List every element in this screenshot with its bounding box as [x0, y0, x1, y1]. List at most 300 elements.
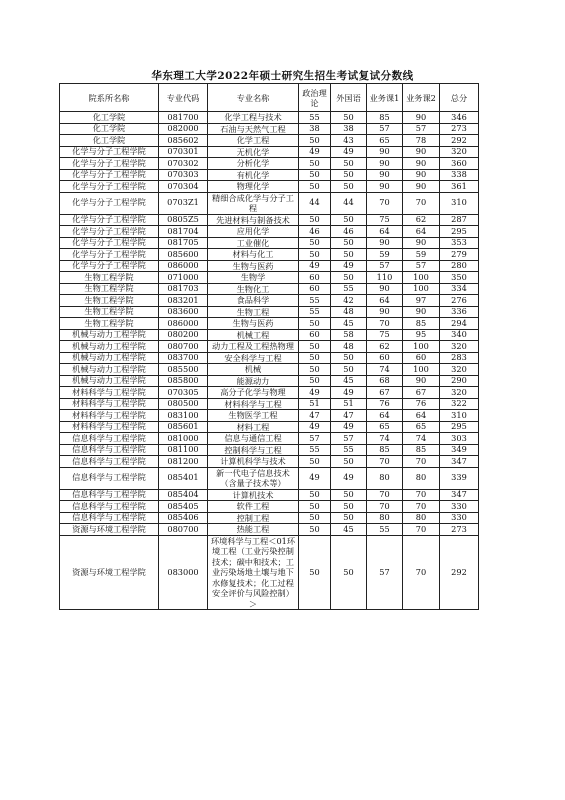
cell-course1: 68 — [367, 375, 403, 387]
cell-major: 分析化学 — [208, 158, 299, 170]
cell-school: 信息科学与工程学院 — [60, 467, 159, 489]
cell-total: 347 — [440, 489, 479, 501]
cell-school: 机械与动力工程学院 — [60, 364, 159, 376]
cell-course2: 64 — [403, 410, 440, 422]
cell-total: 336 — [440, 306, 479, 318]
table-row — [60, 192, 479, 214]
table-row — [60, 352, 479, 364]
cell-school: 资源与环境工程学院 — [60, 535, 159, 610]
cell-major: 材料与化工 — [208, 249, 299, 261]
table-row — [60, 169, 479, 181]
cell-foreign: 55 — [331, 283, 367, 295]
cell-code: 081200 — [159, 456, 208, 468]
cell-course1: 70 — [367, 501, 403, 513]
cell-code: 0703Z1 — [159, 192, 208, 214]
cell-school: 化学与分子工程学院 — [60, 260, 159, 272]
cell-politics: 55 — [299, 112, 331, 124]
table-row — [60, 272, 479, 284]
cell-total: 361 — [440, 181, 479, 193]
cell-foreign: 51 — [331, 398, 367, 410]
cell-foreign: 49 — [331, 421, 367, 433]
cell-politics: 49 — [299, 146, 331, 158]
cell-course1: 75 — [367, 329, 403, 341]
header-course1: 业务课1 — [367, 84, 403, 112]
cell-school: 机械与动力工程学院 — [60, 341, 159, 353]
cell-foreign: 50 — [331, 158, 367, 170]
cell-code: 083000 — [159, 535, 208, 610]
cell-total: 334 — [440, 283, 479, 295]
cell-foreign: 45 — [331, 375, 367, 387]
cell-total: 330 — [440, 501, 479, 513]
cell-course2: 57 — [403, 123, 440, 135]
cell-total: 295 — [440, 421, 479, 433]
cell-major: 食品科学 — [208, 295, 299, 307]
cell-major: 机械 — [208, 364, 299, 376]
cell-course1: 90 — [367, 169, 403, 181]
table-row — [60, 364, 479, 376]
cell-major: 计算机科学与技术 — [208, 456, 299, 468]
cell-course1: 62 — [367, 341, 403, 353]
cell-school: 化工学院 — [60, 123, 159, 135]
cell-course1: 59 — [367, 249, 403, 261]
cell-code: 083201 — [159, 295, 208, 307]
table-row — [60, 226, 479, 238]
cell-major: 控制工程 — [208, 512, 299, 524]
cell-code: 085800 — [159, 375, 208, 387]
cell-school: 机械与动力工程学院 — [60, 352, 159, 364]
cell-course2: 85 — [403, 318, 440, 330]
cell-politics: 50 — [299, 535, 331, 610]
cell-politics: 50 — [299, 524, 331, 536]
cell-politics: 50 — [299, 181, 331, 193]
cell-foreign: 42 — [331, 295, 367, 307]
cell-total: 346 — [440, 112, 479, 124]
cell-school: 化学与分子工程学院 — [60, 237, 159, 249]
cell-school: 机械与动力工程学院 — [60, 329, 159, 341]
cell-politics: 50 — [299, 364, 331, 376]
cell-school: 化学与分子工程学院 — [60, 146, 159, 158]
cell-course1: 90 — [367, 158, 403, 170]
cell-school: 生物工程学院 — [60, 306, 159, 318]
cell-politics: 55 — [299, 444, 331, 456]
cell-foreign: 38 — [331, 123, 367, 135]
cell-course2: 70 — [403, 192, 440, 214]
cell-code: 081704 — [159, 226, 208, 238]
cell-course1: 70 — [367, 456, 403, 468]
cell-school: 化学与分子工程学院 — [60, 249, 159, 261]
cell-code: 081703 — [159, 283, 208, 295]
score-table — [59, 83, 479, 610]
cell-major: 生物化工 — [208, 283, 299, 295]
cell-school: 生物工程学院 — [60, 272, 159, 284]
table-row — [60, 123, 479, 135]
table-row — [60, 158, 479, 170]
cell-code: 082000 — [159, 123, 208, 135]
cell-course1: 57 — [367, 260, 403, 272]
cell-course1: 57 — [367, 535, 403, 610]
cell-school: 材料科学与工程学院 — [60, 421, 159, 433]
cell-foreign: 46 — [331, 226, 367, 238]
cell-course2: 65 — [403, 421, 440, 433]
cell-course2: 60 — [403, 352, 440, 364]
cell-total: 273 — [440, 123, 479, 135]
cell-total: 294 — [440, 318, 479, 330]
cell-politics: 50 — [299, 341, 331, 353]
cell-major: 动力工程及工程热物理 — [208, 341, 299, 353]
cell-politics: 50 — [299, 512, 331, 524]
cell-course2: 57 — [403, 260, 440, 272]
cell-code: 085601 — [159, 421, 208, 433]
cell-foreign: 50 — [331, 237, 367, 249]
cell-school: 化工学院 — [60, 112, 159, 124]
header-total: 总分 — [440, 84, 479, 112]
header-politics: 政治理论 — [299, 84, 331, 112]
cell-major: 材料工程 — [208, 421, 299, 433]
cell-course1: 90 — [367, 306, 403, 318]
cell-code: 085401 — [159, 467, 208, 489]
cell-school: 化学与分子工程学院 — [60, 158, 159, 170]
cell-code: 070304 — [159, 181, 208, 193]
cell-code: 070305 — [159, 387, 208, 399]
cell-politics: 49 — [299, 260, 331, 272]
table-row — [60, 214, 479, 226]
cell-politics: 51 — [299, 398, 331, 410]
cell-code: 086000 — [159, 318, 208, 330]
table-row — [60, 387, 479, 399]
cell-school: 信息科学与工程学院 — [60, 433, 159, 445]
cell-code: 085404 — [159, 489, 208, 501]
table-row — [60, 112, 479, 124]
cell-foreign: 50 — [331, 169, 367, 181]
cell-politics: 50 — [299, 489, 331, 501]
cell-course2: 90 — [403, 181, 440, 193]
cell-politics: 50 — [299, 169, 331, 181]
cell-total: 349 — [440, 444, 479, 456]
table-row — [60, 398, 479, 410]
cell-foreign: 48 — [331, 341, 367, 353]
cell-course1: 76 — [367, 398, 403, 410]
cell-course1: 65 — [367, 135, 403, 147]
cell-foreign: 49 — [331, 260, 367, 272]
cell-foreign: 49 — [331, 387, 367, 399]
table-row — [60, 524, 479, 536]
header-school: 院系所名称 — [60, 84, 159, 112]
cell-politics: 50 — [299, 352, 331, 364]
cell-code: 081000 — [159, 433, 208, 445]
cell-major: 信息与通信工程 — [208, 433, 299, 445]
cell-politics: 50 — [299, 158, 331, 170]
cell-course2: 100 — [403, 283, 440, 295]
cell-foreign: 50 — [331, 352, 367, 364]
cell-school: 生物工程学院 — [60, 295, 159, 307]
cell-course1: 70 — [367, 318, 403, 330]
table-row — [60, 467, 479, 489]
cell-major: 控制科学与工程 — [208, 444, 299, 456]
cell-politics: 44 — [299, 192, 331, 214]
cell-course1: 75 — [367, 214, 403, 226]
cell-code: 080700 — [159, 524, 208, 536]
cell-course1: 90 — [367, 237, 403, 249]
cell-code: 070302 — [159, 158, 208, 170]
header-code: 专业代码 — [159, 84, 208, 112]
cell-code: 081705 — [159, 237, 208, 249]
cell-total: 320 — [440, 364, 479, 376]
cell-course1: 65 — [367, 421, 403, 433]
cell-foreign: 50 — [331, 535, 367, 610]
table-row — [60, 295, 479, 307]
cell-foreign: 43 — [331, 135, 367, 147]
cell-school: 材料科学与工程学院 — [60, 410, 159, 422]
cell-code: 081700 — [159, 112, 208, 124]
cell-course2: 95 — [403, 329, 440, 341]
cell-course2: 90 — [403, 158, 440, 170]
cell-course2: 100 — [403, 341, 440, 353]
cell-foreign: 48 — [331, 306, 367, 318]
table-row — [60, 456, 479, 468]
cell-code: 085405 — [159, 501, 208, 513]
table-row — [60, 341, 479, 353]
cell-major: 热能工程 — [208, 524, 299, 536]
cell-course1: 64 — [367, 226, 403, 238]
cell-course2: 90 — [403, 237, 440, 249]
cell-major: 生物医学工程 — [208, 410, 299, 422]
cell-politics: 50 — [299, 237, 331, 249]
cell-school: 信息科学与工程学院 — [60, 444, 159, 456]
cell-politics: 60 — [299, 272, 331, 284]
header-major: 专业名称 — [208, 84, 299, 112]
cell-foreign: 55 — [331, 444, 367, 456]
cell-politics: 60 — [299, 283, 331, 295]
cell-course2: 76 — [403, 398, 440, 410]
cell-code: 085602 — [159, 135, 208, 147]
cell-total: 310 — [440, 410, 479, 422]
cell-school: 生物工程学院 — [60, 283, 159, 295]
cell-major: 工业催化 — [208, 237, 299, 249]
cell-course2: 90 — [403, 169, 440, 181]
cell-code: 086000 — [159, 260, 208, 272]
cell-total: 279 — [440, 249, 479, 261]
cell-school: 化学与分子工程学院 — [60, 192, 159, 214]
cell-total: 338 — [440, 169, 479, 181]
cell-course1: 64 — [367, 410, 403, 422]
cell-total: 347 — [440, 456, 479, 468]
cell-total: 350 — [440, 272, 479, 284]
cell-code: 085406 — [159, 512, 208, 524]
cell-code: 083600 — [159, 306, 208, 318]
cell-course2: 85 — [403, 444, 440, 456]
cell-code: 081100 — [159, 444, 208, 456]
cell-course1: 80 — [367, 467, 403, 489]
cell-code: 085500 — [159, 364, 208, 376]
cell-major: 高分子化学与物理 — [208, 387, 299, 399]
cell-school: 信息科学与工程学院 — [60, 456, 159, 468]
cell-course2: 62 — [403, 214, 440, 226]
cell-foreign: 50 — [331, 456, 367, 468]
cell-major: 生物与医药 — [208, 318, 299, 330]
cell-total: 273 — [440, 524, 479, 536]
cell-code: 085600 — [159, 249, 208, 261]
cell-politics: 60 — [299, 329, 331, 341]
table-row — [60, 375, 479, 387]
cell-total: 303 — [440, 433, 479, 445]
cell-course2: 80 — [403, 467, 440, 489]
cell-foreign: 50 — [331, 364, 367, 376]
cell-school: 信息科学与工程学院 — [60, 501, 159, 513]
cell-politics: 55 — [299, 306, 331, 318]
cell-total: 310 — [440, 192, 479, 214]
cell-major: 石油与天然气工程 — [208, 123, 299, 135]
table-row — [60, 329, 479, 341]
cell-course2: 80 — [403, 512, 440, 524]
cell-major: 无机化学 — [208, 146, 299, 158]
cell-course2: 67 — [403, 387, 440, 399]
cell-foreign: 49 — [331, 467, 367, 489]
cell-course1: 90 — [367, 283, 403, 295]
cell-major: 化学工程与技术 — [208, 112, 299, 124]
cell-foreign: 58 — [331, 329, 367, 341]
cell-total: 330 — [440, 512, 479, 524]
table-row — [60, 512, 479, 524]
cell-foreign: 44 — [331, 192, 367, 214]
cell-code: 083700 — [159, 352, 208, 364]
table-row — [60, 444, 479, 456]
cell-school: 化学与分子工程学院 — [60, 181, 159, 193]
cell-foreign: 50 — [331, 249, 367, 261]
cell-course1: 67 — [367, 387, 403, 399]
cell-course1: 57 — [367, 123, 403, 135]
table-row — [60, 260, 479, 272]
cell-course1: 85 — [367, 112, 403, 124]
cell-politics: 46 — [299, 226, 331, 238]
cell-politics: 38 — [299, 123, 331, 135]
table-row — [60, 501, 479, 513]
cell-total: 280 — [440, 260, 479, 272]
cell-foreign: 50 — [331, 512, 367, 524]
cell-major: 化学工程 — [208, 135, 299, 147]
table-row — [60, 249, 479, 261]
table-row — [60, 318, 479, 330]
cell-course1: 80 — [367, 512, 403, 524]
cell-foreign: 50 — [331, 112, 367, 124]
cell-code: 070303 — [159, 169, 208, 181]
cell-total: 292 — [440, 135, 479, 147]
cell-course1: 55 — [367, 524, 403, 536]
cell-total: 353 — [440, 237, 479, 249]
cell-code: 083100 — [159, 410, 208, 422]
cell-politics: 50 — [299, 456, 331, 468]
cell-code: 071000 — [159, 272, 208, 284]
cell-course1: 90 — [367, 146, 403, 158]
cell-school: 化工学院 — [60, 135, 159, 147]
cell-major: 安全科学与工程 — [208, 352, 299, 364]
cell-total: 320 — [440, 387, 479, 399]
cell-school: 资源与环境工程学院 — [60, 524, 159, 536]
cell-major: 软件工程 — [208, 501, 299, 513]
table-row — [60, 306, 479, 318]
cell-politics: 57 — [299, 433, 331, 445]
cell-course2: 90 — [403, 375, 440, 387]
cell-foreign: 45 — [331, 318, 367, 330]
cell-code: 080500 — [159, 398, 208, 410]
cell-major: 计算机技术 — [208, 489, 299, 501]
cell-school: 信息科学与工程学院 — [60, 489, 159, 501]
cell-course1: 64 — [367, 295, 403, 307]
cell-school: 信息科学与工程学院 — [60, 512, 159, 524]
cell-school: 机械与动力工程学院 — [60, 375, 159, 387]
cell-course2: 70 — [403, 524, 440, 536]
cell-total: 295 — [440, 226, 479, 238]
cell-major: 有机化学 — [208, 169, 299, 181]
cell-foreign: 50 — [331, 181, 367, 193]
table-row — [60, 146, 479, 158]
cell-school: 化学与分子工程学院 — [60, 214, 159, 226]
cell-total: 283 — [440, 352, 479, 364]
cell-course2: 70 — [403, 489, 440, 501]
cell-total: 360 — [440, 158, 479, 170]
cell-code: 0805Z5 — [159, 214, 208, 226]
cell-total: 292 — [440, 535, 479, 610]
cell-course1: 74 — [367, 364, 403, 376]
cell-course2: 64 — [403, 226, 440, 238]
cell-major: 精细合成化学与分子工程 — [208, 192, 299, 214]
table-row — [60, 489, 479, 501]
cell-course2: 90 — [403, 146, 440, 158]
cell-school: 化学与分子工程学院 — [60, 169, 159, 181]
cell-school: 材料科学与工程学院 — [60, 387, 159, 399]
cell-course1: 70 — [367, 192, 403, 214]
cell-course1: 74 — [367, 433, 403, 445]
cell-foreign: 57 — [331, 433, 367, 445]
table-header-row — [60, 84, 479, 112]
cell-politics: 47 — [299, 410, 331, 422]
cell-course2: 59 — [403, 249, 440, 261]
cell-total: 320 — [440, 341, 479, 353]
cell-major: 生物学 — [208, 272, 299, 284]
cell-major: 材料科学与工程 — [208, 398, 299, 410]
cell-politics: 55 — [299, 295, 331, 307]
cell-foreign: 49 — [331, 146, 367, 158]
cell-course2: 70 — [403, 535, 440, 610]
cell-politics: 50 — [299, 501, 331, 513]
cell-course2: 74 — [403, 433, 440, 445]
cell-total: 322 — [440, 398, 479, 410]
table-row — [60, 135, 479, 147]
cell-foreign: 45 — [331, 524, 367, 536]
cell-major: 物理化学 — [208, 181, 299, 193]
cell-school: 化学与分子工程学院 — [60, 226, 159, 238]
cell-major: 生物与医药 — [208, 260, 299, 272]
cell-total: 320 — [440, 146, 479, 158]
cell-code: 070301 — [159, 146, 208, 158]
cell-total: 276 — [440, 295, 479, 307]
cell-major: 能源动力 — [208, 375, 299, 387]
table-row — [60, 410, 479, 422]
cell-total: 340 — [440, 329, 479, 341]
cell-politics: 50 — [299, 214, 331, 226]
cell-school: 生物工程学院 — [60, 318, 159, 330]
cell-foreign: 50 — [331, 489, 367, 501]
cell-course2: 78 — [403, 135, 440, 147]
cell-foreign: 47 — [331, 410, 367, 422]
header-course2: 业务课2 — [403, 84, 440, 112]
cell-total: 290 — [440, 375, 479, 387]
cell-course2: 100 — [403, 364, 440, 376]
cell-politics: 49 — [299, 467, 331, 489]
cell-major: 应用化学 — [208, 226, 299, 238]
cell-course1: 60 — [367, 352, 403, 364]
cell-total: 287 — [440, 214, 479, 226]
cell-course2: 70 — [403, 501, 440, 513]
